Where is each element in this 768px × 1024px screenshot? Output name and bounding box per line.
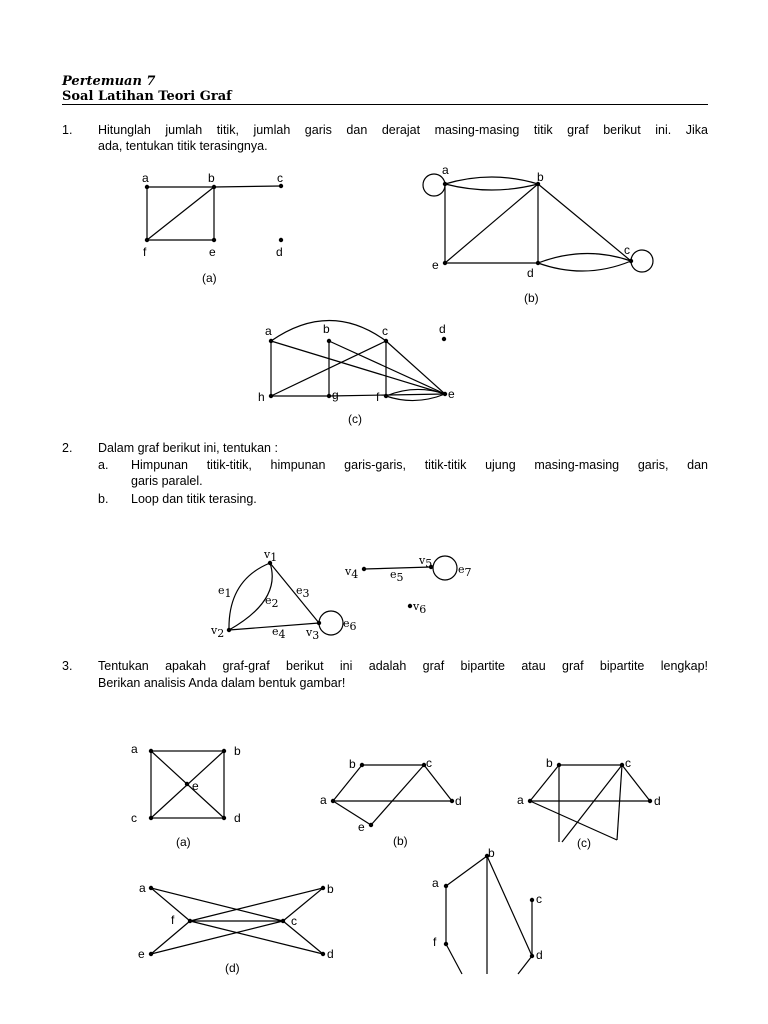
caption-3d: (d) <box>225 961 240 975</box>
label-1c-e: e <box>448 387 455 401</box>
label-1b-e: e <box>432 258 439 272</box>
edge-2-e3 <box>270 563 319 623</box>
loop-2-e7 <box>433 556 457 580</box>
label-2-v5: v5 <box>419 554 433 570</box>
edge-3e-ab <box>446 856 487 886</box>
edge-1b-ab-1 <box>445 177 538 184</box>
edge-3b-ab <box>333 765 362 801</box>
question-1-number: 1. <box>62 123 73 137</box>
vertices-3e <box>444 854 534 958</box>
label-2-e2: e2 <box>265 594 279 610</box>
question-3-line-2: Berikan analisis Anda dalam bentuk gambar! <box>98 676 346 690</box>
edge-1b-ab-2 <box>445 184 538 190</box>
graph-1b <box>423 174 653 272</box>
label-3e-f: f <box>433 935 437 949</box>
label-3d-c: c <box>291 914 297 928</box>
label-1c-d: d <box>439 322 446 336</box>
label-1a-d: d <box>276 245 283 259</box>
edge-1a-bc <box>214 186 281 187</box>
caption-3a: (a) <box>176 835 191 849</box>
caption-1c: (c) <box>348 412 362 426</box>
label-3d-f: f <box>171 913 175 927</box>
label-3b-a: a <box>320 793 327 807</box>
graph-1c <box>271 321 445 401</box>
label-3e-d: d <box>536 948 543 962</box>
label-3b-d: d <box>455 794 462 808</box>
edge-1c-ae <box>271 341 445 394</box>
label-1b-c: c <box>624 243 630 257</box>
edge-3c-c-down <box>617 765 622 840</box>
label-3b-c: c <box>426 756 432 770</box>
loop-1b-c <box>631 250 653 272</box>
question-3-line-1: Tentukan apakah graf-graf berikut ini adalah graf bipartite atau graf bipartite lengkap! <box>98 659 708 673</box>
graph-3d <box>151 888 323 954</box>
edge-1c-ce <box>386 341 445 394</box>
label-3e-c: c <box>536 892 542 906</box>
question-3-number: 3. <box>62 659 73 673</box>
question-1-line-1: Hitunglah jumlah titik, jumlah garis dan derajat masing-masing titik graf berikut ini. Jika <box>98 123 708 137</box>
edge-3c-a-diag <box>530 801 617 840</box>
caption-1b: (b) <box>524 291 539 305</box>
loop-1b-a <box>423 174 445 196</box>
label-1c-c: c <box>382 324 388 338</box>
label-3d-d: d <box>327 947 334 961</box>
label-1b-a: a <box>442 163 449 177</box>
label-3a-c: c <box>131 811 137 825</box>
label-2-e5: e5 <box>390 568 404 584</box>
label-1b-b: b <box>537 170 544 184</box>
edge-3b-ae <box>333 801 371 825</box>
edge-3b-ec <box>371 765 424 825</box>
question-2b-line-1: Loop dan titik terasing. <box>131 492 257 506</box>
edge-1c-be <box>329 341 445 394</box>
edge-1b-eb <box>445 184 538 263</box>
edge-2-e1 <box>229 563 270 630</box>
label-1a-e: e <box>209 245 216 259</box>
page-title: Pertemuan 7 <box>62 74 156 89</box>
graph-1a <box>147 186 281 240</box>
edge-3c-c-diag <box>562 765 622 842</box>
label-2-e6: e6 <box>343 617 357 633</box>
label-3b-b: b <box>349 757 356 771</box>
edge-3e-f-down <box>446 944 462 974</box>
question-2-line-1: Dalam graf berikut ini, tentukan : <box>98 441 278 455</box>
edge-1b-dc-2 <box>538 261 631 271</box>
question-2b-letter: b. <box>98 492 109 506</box>
label-1a-f: f <box>143 245 147 259</box>
label-3c-a: a <box>517 793 524 807</box>
label-3b-e: e <box>358 820 365 834</box>
label-1a-c: c <box>277 171 283 185</box>
question-2-number: 2. <box>62 441 73 455</box>
label-3e-b: b <box>488 846 495 860</box>
label-3a-e: e <box>192 779 199 793</box>
vertices-3b <box>331 763 454 827</box>
label-1b-d: d <box>527 266 534 280</box>
label-1c-b: b <box>323 322 330 336</box>
label-1a-b: b <box>208 171 215 185</box>
edge-3c-cd <box>622 765 650 801</box>
question-2a-line-2: garis paralel. <box>131 474 203 488</box>
label-3a-b: b <box>234 744 241 758</box>
edge-1a-fb <box>147 187 214 240</box>
label-2-e7: e7 <box>458 563 472 579</box>
label-1a-a: a <box>142 171 149 185</box>
edge-3b-cd <box>424 765 452 801</box>
label-3a-d: d <box>234 811 241 825</box>
label-2-e4: e4 <box>272 625 286 641</box>
question-2a-letter: a. <box>98 458 109 472</box>
edge-3c-ab <box>530 765 559 801</box>
label-3d-b: b <box>327 882 334 896</box>
label-2-e3: e3 <box>296 584 310 600</box>
caption-1a: (a) <box>202 271 217 285</box>
label-3c-c: c <box>625 756 631 770</box>
label-1c-a: a <box>265 324 272 338</box>
page-subtitle: Soal Latihan Teori Graf <box>62 89 232 104</box>
edge-1b-dc-1 <box>538 253 631 263</box>
graph-3c <box>530 765 650 842</box>
edge-2-e5 <box>364 567 431 569</box>
label-3d-a: a <box>139 881 146 895</box>
graph-3b <box>333 765 452 825</box>
label-3a-a: a <box>131 742 138 756</box>
edge-3e-d-down <box>518 956 532 974</box>
label-2-e1: e1 <box>218 584 232 600</box>
label-2-v3: v3 <box>306 626 320 642</box>
label-2-v1: v1 <box>264 548 278 564</box>
label-3c-d: d <box>654 794 661 808</box>
label-1c-h: h <box>258 390 265 404</box>
label-1c-g: g <box>332 388 339 402</box>
edge-3e-bd <box>487 856 532 956</box>
label-2-v6: v6 <box>413 600 427 616</box>
graph-3e <box>446 856 532 974</box>
label-1c-f: f <box>376 390 380 404</box>
label-2-v2: v2 <box>211 624 225 640</box>
label-2-v4: v4 <box>345 565 359 581</box>
question-1-line-2: ada, tentukan titik terasingnya. <box>98 139 268 153</box>
edge-1b-bc <box>538 184 631 261</box>
question-2a-line-1: Himpunan titik-titik, himpunan garis-garis, titik-titik ujung masing-masing garis, dan <box>131 458 708 472</box>
caption-3b: (b) <box>393 834 408 848</box>
label-3c-b: b <box>546 756 553 770</box>
label-3e-a: a <box>432 876 439 890</box>
label-3d-e: e <box>138 947 145 961</box>
loop-2-e6 <box>319 611 343 635</box>
caption-3c: (c) <box>577 836 591 850</box>
